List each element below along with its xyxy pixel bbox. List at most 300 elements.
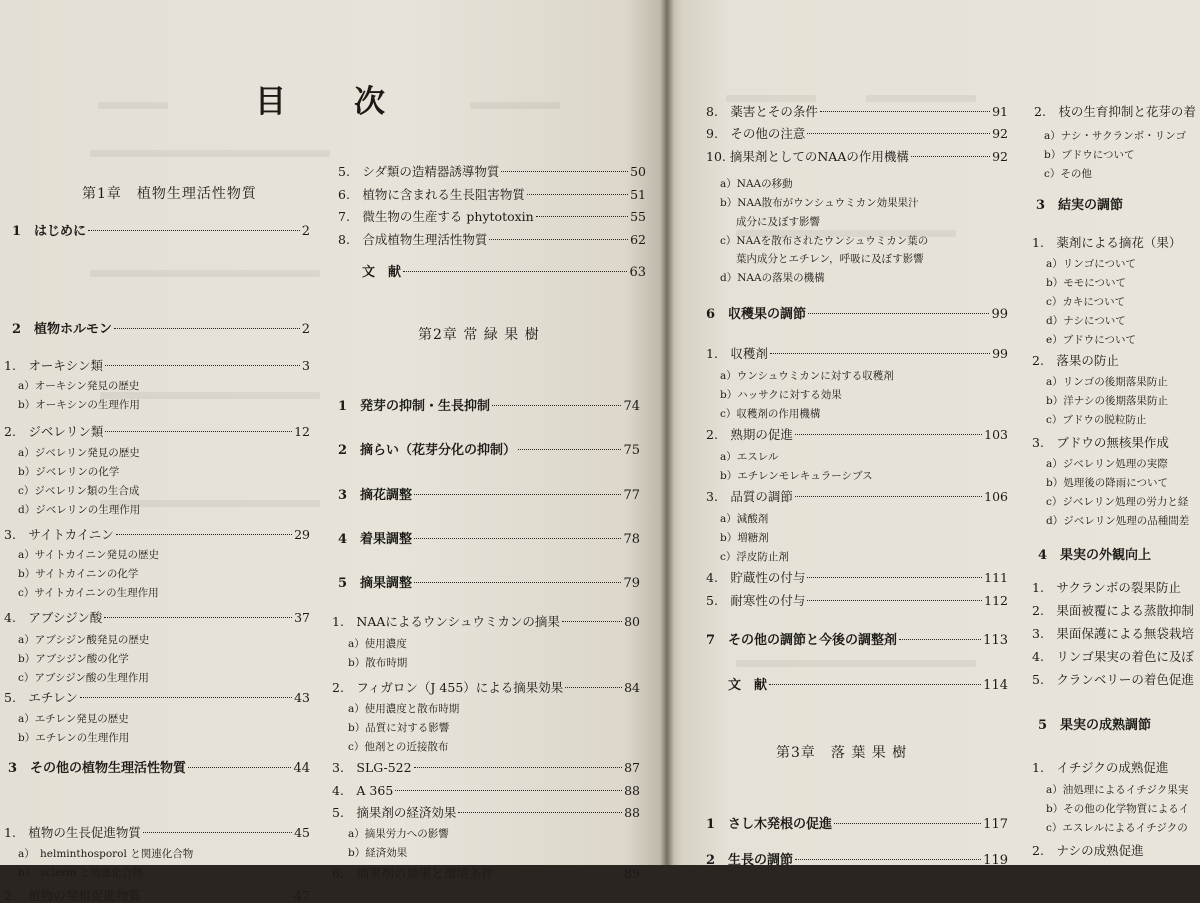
toc-entry (338, 488, 640, 504)
toc-entry-title: a）NAAの移動 (720, 178, 793, 190)
toc-entry (1032, 435, 1169, 450)
toc-page-number: 117 (983, 817, 1008, 832)
toc-page-number: 114 (983, 678, 1008, 693)
toc-page-number: 99 (992, 346, 1008, 361)
dot-leader (414, 582, 621, 583)
toc-page-number: 45 (294, 825, 310, 840)
toc-entry-title: 2. ジベレリン類 (4, 424, 104, 439)
toc-page-number: 29 (294, 527, 310, 542)
toc-entry-title: 6 収穫果の調節 (706, 307, 807, 322)
toc-page-number: 55 (630, 209, 646, 224)
toc-entry-title: b）品質に対する影響 (348, 722, 450, 734)
toc-subentry (348, 657, 407, 670)
toc-entry-title: 4. アブシジン酸 (4, 610, 103, 625)
toc-entry-title: 8. 薬害とその条件 (706, 104, 818, 119)
toc-entry-title: a）摘果労力への影響 (348, 828, 449, 840)
toc-entry-title: 6. 摘果剤の効果と環境条件 (332, 866, 494, 881)
toc-entry-title: c）収穫剤の作用機構 (720, 408, 821, 420)
toc-subentry (18, 634, 149, 647)
toc-subentry (18, 587, 159, 600)
toc-subentry (1044, 168, 1092, 181)
toc-entry (1032, 760, 1168, 775)
toc-entry-title: c）ジベレリン類の生合成 (18, 485, 140, 497)
toc-entry (12, 224, 310, 240)
toc-page-number: 37 (294, 610, 310, 625)
toc-page-number: 47 (294, 888, 310, 903)
toc-entry (706, 149, 1008, 164)
dot-leader (911, 156, 990, 157)
toc-subentry (720, 389, 842, 402)
toc-entry-title: a）油処理によるイチジク果実 (1046, 784, 1189, 796)
chapter-heading: 第2章 常 緑 果 樹 (418, 327, 540, 343)
toc-entry-title: 葉内成分とエチレン，呼吸に及ぼす影響 (736, 253, 924, 265)
toc-subentry (1046, 822, 1188, 835)
toc-subentry (18, 653, 129, 666)
toc-subentry (1046, 458, 1168, 471)
toc-entry-title: b）その他の化学物質によるイ (1046, 803, 1190, 815)
toc-subentry (348, 638, 407, 651)
toc-entry (706, 346, 1008, 361)
toc-page-number: 112 (984, 593, 1008, 608)
toc-entry (332, 614, 640, 629)
dot-leader (808, 313, 989, 314)
toc-entry (706, 853, 1008, 869)
dot-leader (492, 405, 621, 406)
dot-leader (565, 687, 622, 688)
toc-subentry (1046, 258, 1136, 271)
toc-entry (706, 126, 1008, 141)
toc-subentry (720, 532, 769, 545)
dot-leader (105, 431, 292, 432)
toc-subentry (18, 399, 140, 412)
toc-entry (332, 680, 640, 695)
toc-subentry (720, 370, 894, 383)
toc-entry-title: 文 献 (728, 678, 768, 693)
toc-page-number: 89 (624, 866, 640, 881)
toc-entry-title: b）エチレンモレキュラーシブス (720, 470, 873, 482)
toc-entry-title: a）ジベレリン発見の歴史 (18, 447, 140, 459)
toc-entry-title: 2. ナシの成熟促進 (1032, 843, 1144, 858)
toc-page-number: 2 (301, 322, 310, 337)
dot-leader (795, 859, 981, 860)
toc-entry (332, 783, 640, 798)
toc-entry (338, 443, 640, 459)
toc-entry (362, 265, 646, 281)
toc-page-number: 80 (624, 614, 640, 629)
toc-entry-title: 3. 品質の調節 (706, 489, 793, 504)
toc-entry (4, 888, 310, 903)
toc-entry (1032, 353, 1119, 368)
toc-entry-title: d）NAAの落果の機構 (720, 272, 825, 284)
toc-page-number: 51 (630, 187, 646, 202)
toc-entry-title: b）ジベレリンの化学 (18, 466, 120, 478)
toc-page-number: 87 (624, 760, 640, 775)
toc-entry-title: 1. 薬剤による摘花（果） (1032, 235, 1182, 250)
toc-entry-title: 1. NAAによるウンシュウミカンの摘果 (332, 614, 560, 629)
toc-entry-title: 4 着果調整 (338, 532, 413, 547)
toc-page-number: 2 (301, 224, 310, 239)
toc-entry (4, 424, 310, 439)
toc-entry (1032, 580, 1181, 595)
toc-subentry (720, 551, 789, 564)
toc-subentry (720, 178, 793, 191)
toc-entry-title: 3. ブドウの無核果作成 (1032, 435, 1169, 450)
toc-page-number: 103 (984, 427, 1008, 442)
toc-entry-title: b）処理後の降雨について (1046, 477, 1169, 489)
dot-leader (104, 617, 292, 618)
toc-entry (332, 805, 640, 820)
toc-entry-title: b）エチレンの生理作用 (18, 732, 130, 744)
dot-leader (395, 790, 622, 791)
toc-entry-title: 5. エチレン (4, 690, 78, 705)
toc-entry-title: a）エスレル (720, 451, 779, 463)
dot-leader (414, 767, 623, 768)
toc-entry-title: b）サイトカイニンの化学 (18, 568, 139, 580)
toc-entry-title: b）経済効果 (348, 847, 408, 859)
dot-leader (899, 639, 981, 640)
toc-subentry (1046, 477, 1168, 490)
toc-entry-title: 7 その他の調節と今後の調整剤 (706, 633, 898, 648)
toc-entry (706, 104, 1008, 119)
toc-page-number: 91 (992, 104, 1008, 119)
toc-entry-title: 成分に及ぼす影響 (736, 216, 820, 228)
toc-page-number: 92 (992, 149, 1008, 164)
toc-subentry (18, 549, 159, 562)
toc-subentry (736, 253, 924, 266)
toc-entry-title: c）NAAを散布されたウンシュウミカン葉の (720, 235, 929, 247)
dot-leader (795, 496, 982, 497)
toc-page-number: 111 (984, 570, 1008, 585)
toc-entry-title: b）オーキシンの生理作用 (18, 399, 140, 411)
toc-entry (338, 209, 646, 224)
toc-entry (4, 610, 310, 625)
toc-page-number: 44 (293, 761, 310, 776)
toc-subentry (348, 828, 449, 841)
dot-leader (820, 111, 990, 112)
toc-page-number: 113 (983, 633, 1008, 648)
toc-entry-title: 5 果実の成熟調節 (1038, 718, 1152, 733)
toc-entry (338, 399, 640, 415)
toc-entry-title: 4. 貯蔵性の付与 (706, 570, 806, 585)
toc-entry-title: 9. その他の注意 (706, 126, 806, 141)
toc-entry-title: b） sclerin と関連化合物 (18, 867, 143, 879)
toc-entry-title: d）ナシについて (1046, 315, 1126, 327)
toc-entry-title: a）オーキシン発見の歴史 (18, 380, 140, 392)
toc-page-number: 77 (623, 488, 640, 503)
toc-entry (338, 164, 646, 179)
toc-entry-title: 5. 摘果剤の経済効果 (332, 805, 457, 820)
dot-leader (414, 538, 621, 539)
chapter-heading: 第1章 植物生理活性物質 (82, 186, 257, 202)
toc-entry-title: 1. 植物の生長促進物質 (4, 825, 141, 840)
toc-entry-title: b）アブシジン酸の化学 (18, 653, 129, 665)
toc-entry-title: a）使用濃度と散布時期 (348, 703, 460, 715)
dot-leader (770, 353, 990, 354)
toc-entry-title: 3. SLG-522 (332, 760, 412, 775)
toc-page-number: 43 (294, 690, 310, 705)
toc-subentry (1046, 515, 1189, 528)
toc-entry-title: 2. 枝の生育抑制と花芽の着 (1034, 104, 1196, 119)
toc-subentry (720, 235, 928, 248)
toc-subentry (720, 408, 820, 421)
toc-entry-title: 2 植物ホルモン (12, 322, 113, 337)
dot-leader (807, 133, 990, 134)
toc-entry-title: 5. シダ類の造精器誘導物質 (338, 164, 500, 179)
chapter-heading: 第3章 落 葉 果 樹 (776, 745, 908, 761)
toc-page-number: 78 (623, 532, 640, 547)
dot-leader (501, 171, 628, 172)
toc-entry-title: 2 生長の調節 (706, 853, 794, 868)
toc-entry-title: b）ブドウについて (1044, 149, 1135, 161)
toc-entry-title: 5. 耐寒性の付与 (706, 593, 806, 608)
toc-entry-title: a） helminthosporol と関連化合物 (18, 848, 194, 860)
toc-subentry (18, 867, 143, 880)
toc-page-number: 12 (294, 424, 310, 439)
toc-entry (1032, 843, 1144, 858)
toc-subentry (18, 466, 119, 479)
toc-entry (1032, 603, 1194, 618)
dot-leader (143, 832, 292, 833)
toc-entry-title: 7. 微生物の生産する phytotoxin (338, 209, 534, 224)
toc-entry-title: 1 発芽の抑制・生長抑制 (338, 399, 491, 414)
toc-entry (4, 527, 310, 542)
toc-entry (338, 232, 646, 247)
toc-page-number: 84 (624, 680, 640, 695)
toc-subentry (348, 703, 459, 716)
toc-entry-title: 2. 熟期の促進 (706, 427, 793, 442)
dot-leader (143, 895, 292, 896)
toc-entry-title: d）ジベレリンの生理作用 (18, 504, 141, 516)
toc-entry (1032, 235, 1181, 250)
toc-entry-title: c）カキについて (1046, 296, 1126, 308)
toc-subentry (18, 713, 129, 726)
toc-page-number: 63 (629, 265, 646, 280)
toc-subentry (720, 197, 919, 210)
toc-entry (706, 593, 1008, 608)
toc-entry-title: 1 さし木発根の促進 (706, 817, 833, 832)
dot-leader (562, 621, 622, 622)
toc-subentry (18, 447, 140, 460)
toc-subentry (1046, 376, 1168, 389)
toc-entry (706, 570, 1008, 585)
toc-subentry (348, 741, 448, 754)
toc-entry (338, 187, 646, 202)
toc-subentry (18, 504, 140, 517)
toc-entry (4, 825, 310, 840)
page-title: 目次 (255, 84, 453, 120)
toc-entry-title: 4 果実の外観向上 (1038, 548, 1152, 563)
dot-leader (88, 230, 300, 231)
toc-subentry (736, 216, 820, 229)
toc-entry-title: c）アブシジン酸の生理作用 (18, 672, 149, 684)
toc-entry-title: b）モモについて (1046, 277, 1127, 289)
right-page (666, 0, 1200, 868)
dot-leader (80, 697, 292, 698)
toc-entry-title: a）ジベレリン処理の実際 (1046, 458, 1168, 470)
toc-subentry (720, 513, 768, 526)
book-gutter (660, 0, 674, 865)
dot-leader (489, 239, 628, 240)
toc-entry-title: d）ジベレリン処理の品種間差 (1046, 515, 1190, 527)
toc-entry-title: b）洋ナシの後期落果防止 (1046, 395, 1169, 407)
toc-entry-title: 2. フィガロン（J 455）による摘果効果 (332, 680, 564, 695)
toc-page-number: 3 (302, 358, 310, 373)
toc-entry (706, 817, 1008, 833)
toc-entry-title: 2 摘らい（花芽分化の抑制） (338, 443, 517, 458)
toc-page-number: 92 (992, 126, 1008, 141)
toc-entry (1038, 548, 1151, 564)
dot-leader (834, 823, 981, 824)
dot-leader (807, 600, 982, 601)
dot-leader (403, 271, 627, 272)
toc-entry (728, 678, 1008, 694)
toc-entry-title: c）浮皮防止剤 (720, 551, 789, 563)
dot-leader (458, 812, 622, 813)
toc-entry-title: 2. 植物の発根促進物質 (4, 888, 141, 903)
toc-page-number: 75 (623, 443, 640, 458)
toc-subentry (1046, 803, 1189, 816)
toc-entry (1032, 672, 1194, 687)
toc-page-number: 62 (630, 232, 646, 247)
toc-entry (1032, 649, 1194, 664)
toc-page-number: 119 (983, 853, 1008, 868)
toc-subentry (1046, 395, 1168, 408)
toc-entry (1032, 626, 1194, 641)
toc-entry-title: b）散布時期 (348, 657, 408, 669)
toc-entry (1036, 198, 1123, 214)
toc-entry-title: 10. 摘果剤としてのNAAの作用機構 (706, 149, 909, 164)
dot-leader (527, 194, 628, 195)
toc-entry-title: 1. オーキシン類 (4, 358, 103, 373)
toc-entry-title: b）NAA散布がウンシュウミカン効果果汁 (720, 197, 919, 209)
toc-subentry (18, 485, 139, 498)
toc-subentry (18, 848, 193, 861)
toc-entry (1038, 718, 1151, 734)
toc-entry-title: a）リンゴについて (1046, 258, 1137, 270)
toc-subentry (1046, 414, 1146, 427)
toc-subentry (720, 272, 825, 285)
dot-leader (116, 534, 292, 535)
toc-entry-title: 4. A 365 (332, 783, 394, 798)
toc-entry (706, 489, 1008, 504)
toc-subentry (348, 722, 449, 735)
toc-entry (4, 690, 310, 705)
toc-entry (332, 760, 640, 775)
toc-subentry (1046, 277, 1126, 290)
dot-leader (536, 216, 628, 217)
toc-entry-title: 6. 植物に含まれる生長阻害物質 (338, 187, 525, 202)
toc-entry (12, 322, 310, 338)
toc-subentry (1046, 334, 1136, 347)
toc-entry-title: 2. 果面被覆による蒸散抑制 (1032, 603, 1194, 618)
toc-page-number: 88 (624, 805, 640, 820)
toc-entry-title: c）その他 (1044, 168, 1092, 180)
toc-entry (706, 633, 1008, 649)
toc-page-number: 74 (623, 399, 640, 414)
toc-entry-title: 5 摘果調整 (338, 576, 413, 591)
dot-leader (518, 449, 621, 450)
dot-leader (105, 365, 300, 366)
toc-entry-title: 8. 合成植物生理活性物質 (338, 232, 488, 247)
toc-entry-title: c）エスレルによるイチジクの (1046, 822, 1188, 834)
toc-entry-title: 3 その他の植物生理活性物質 (8, 761, 187, 776)
dot-leader (769, 684, 981, 685)
dot-leader (414, 494, 621, 495)
toc-entry (4, 358, 310, 373)
toc-entry-title: a）減酸剤 (720, 513, 769, 525)
toc-page-number: 88 (624, 783, 640, 798)
toc-entry (338, 576, 640, 592)
toc-subentry (18, 672, 149, 685)
toc-entry-title: 4. リンゴ果実の着色に及ぼ (1032, 649, 1194, 664)
toc-entry-title: 1. 収穫剤 (706, 346, 768, 361)
toc-entry (706, 307, 1008, 323)
toc-entry-title: a）アブシジン酸発見の歴史 (18, 634, 150, 646)
toc-entry-title: 1 はじめに (12, 224, 87, 239)
toc-entry (8, 761, 310, 777)
dot-leader (807, 577, 982, 578)
toc-entry-title: a）ウンシュウミカンに対する収穫剤 (720, 370, 894, 382)
toc-entry-title: 2. 落果の防止 (1032, 353, 1119, 368)
dot-leader (496, 873, 622, 874)
dot-leader (188, 767, 291, 768)
toc-entry-title: 文 献 (362, 265, 402, 280)
toc-entry-title: 3. サイトカイニン (4, 527, 114, 542)
toc-subentry (18, 732, 129, 745)
toc-subentry (1046, 315, 1126, 328)
toc-entry-title: c）他剤との近接散布 (348, 741, 449, 753)
toc-entry-title: c）ジベレリン処理の労力と経 (1046, 496, 1189, 508)
toc-entry (338, 532, 640, 548)
toc-entry-title: 3. 果面保護による無袋栽培 (1032, 626, 1194, 641)
toc-entry-title: a）リンゴの後期落果防止 (1046, 376, 1168, 388)
toc-page-number: 79 (623, 576, 640, 591)
toc-subentry (18, 568, 138, 581)
toc-subentry (720, 451, 779, 464)
toc-entry-title: a）ナシ・サクランボ・リンゴ (1044, 130, 1187, 142)
toc-entry (1034, 104, 1196, 119)
toc-entry (332, 866, 640, 881)
toc-subentry (1044, 149, 1135, 162)
toc-page-number: 106 (984, 489, 1008, 504)
toc-subentry (1046, 496, 1188, 509)
toc-subentry (1044, 130, 1186, 143)
toc-entry-title: 5. クランベリーの着色促進 (1032, 672, 1194, 687)
toc-entry-title: a）サイトカイニン発見の歴史 (18, 549, 159, 561)
toc-subentry (1046, 296, 1125, 309)
toc-entry-title: 3 結実の調節 (1036, 198, 1124, 213)
toc-entry-title: 1. サクランボの裂果防止 (1032, 580, 1181, 595)
toc-entry-title: c）ブドウの脱粒防止 (1046, 414, 1147, 426)
toc-entry-title: b）ハッサクに対する効果 (720, 389, 842, 401)
toc-entry-title: e）ブドウについて (1046, 334, 1137, 346)
toc-entry-title: 3 摘花調整 (338, 488, 413, 503)
toc-entry-title: 1. イチジクの成熟促進 (1032, 760, 1169, 775)
toc-entry-title: a）エチレン発見の歴史 (18, 713, 129, 725)
toc-page-number: 99 (991, 307, 1008, 322)
toc-page-number: 50 (630, 164, 646, 179)
dot-leader (795, 434, 982, 435)
toc-entry-title: b）増糖剤 (720, 532, 769, 544)
toc-entry-title: a）使用濃度 (348, 638, 407, 650)
toc-subentry (1046, 784, 1188, 797)
toc-subentry (720, 470, 873, 483)
toc-subentry (348, 847, 407, 860)
toc-subentry (18, 380, 139, 393)
dot-leader (114, 328, 300, 329)
toc-entry (706, 427, 1008, 442)
toc-entry-title: c）サイトカイニンの生理作用 (18, 587, 159, 599)
